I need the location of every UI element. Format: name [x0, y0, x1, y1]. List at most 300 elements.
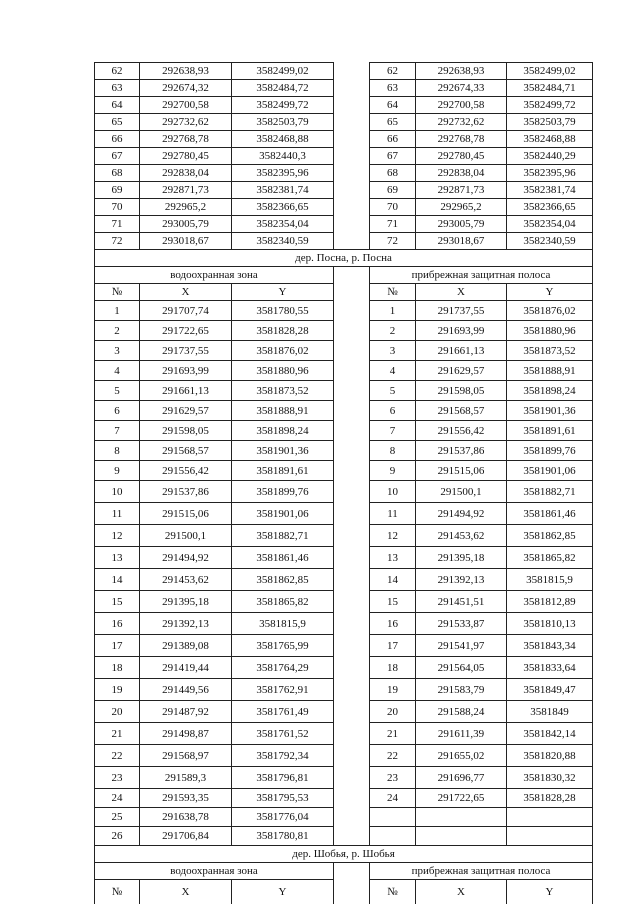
left-coord-x: 291515,06	[140, 503, 232, 525]
right-coord-y: 3581842,14	[507, 723, 593, 745]
right-coord-x: 292768,78	[416, 131, 507, 148]
left-coord-x: 291706,84	[140, 827, 232, 846]
right-coord-y: 3581830,32	[507, 767, 593, 789]
right-coord-x: 291722,65	[416, 789, 507, 808]
right-point-number: 66	[370, 131, 416, 148]
left-point-number: 64	[95, 97, 140, 114]
table-row	[95, 591, 593, 613]
right-point-number: 4	[370, 361, 416, 381]
right-coord-y	[507, 827, 593, 846]
right-coord-y	[507, 808, 593, 827]
right-coord-x: 291661,13	[416, 341, 507, 361]
right-coord-y: 3581862,85	[507, 525, 593, 547]
table-row	[95, 114, 593, 131]
right-coord-y: 3582366,65	[507, 199, 593, 216]
left-coord-y: 3581888,91	[232, 401, 334, 421]
column-header-y: Y	[232, 880, 334, 905]
right-coord-y: 3582340,59	[507, 233, 593, 250]
column-gap	[334, 182, 370, 199]
right-coord-x: 291537,86	[416, 441, 507, 461]
left-coord-x: 292700,58	[140, 97, 232, 114]
table-row	[95, 635, 593, 657]
left-coord-y: 3581899,76	[232, 481, 334, 503]
section-posna	[95, 250, 593, 301]
right-point-number: 72	[370, 233, 416, 250]
left-coord-x: 291498,87	[140, 723, 232, 745]
table-row	[95, 547, 593, 569]
right-point-number: 69	[370, 182, 416, 199]
left-point-number: 65	[95, 114, 140, 131]
table-row	[95, 657, 593, 679]
right-coord-y: 3581873,52	[507, 341, 593, 361]
table-row	[95, 381, 593, 401]
right-subtitle: прибрежная защитная полоса	[370, 863, 593, 880]
left-point-number: 23	[95, 767, 140, 789]
right-coord-x	[416, 827, 507, 846]
left-coord-x: 291638,78	[140, 808, 232, 827]
left-point-number: 72	[95, 233, 140, 250]
right-coord-y: 3581901,36	[507, 401, 593, 421]
table-row	[95, 723, 593, 745]
right-point-number: 71	[370, 216, 416, 233]
column-header-number: №	[370, 880, 416, 905]
left-coord-y: 3582503,79	[232, 114, 334, 131]
right-subtitle: прибрежная защитная полоса	[370, 267, 593, 284]
left-coord-x: 292674,32	[140, 80, 232, 97]
column-gap	[334, 131, 370, 148]
table-row	[95, 745, 593, 767]
right-coord-x: 292732,62	[416, 114, 507, 131]
column-gap	[334, 481, 370, 503]
left-point-number: 71	[95, 216, 140, 233]
right-point-number: 23	[370, 767, 416, 789]
column-header-y: Y	[232, 284, 334, 301]
right-point-number: 65	[370, 114, 416, 131]
right-coord-y: 3581815,9	[507, 569, 593, 591]
right-coord-y: 3582499,02	[507, 63, 593, 80]
right-coord-y: 3582354,04	[507, 216, 593, 233]
table-row	[95, 441, 593, 461]
left-point-number: 69	[95, 182, 140, 199]
right-coord-y: 3582468,88	[507, 131, 593, 148]
left-coord-x: 291629,57	[140, 401, 232, 421]
left-point-number: 11	[95, 503, 140, 525]
table-row	[95, 361, 593, 381]
left-point-number: 6	[95, 401, 140, 421]
right-coord-y: 3581899,76	[507, 441, 593, 461]
table-row	[95, 233, 593, 250]
left-coord-y: 3581796,81	[232, 767, 334, 789]
right-coord-x: 291598,05	[416, 381, 507, 401]
column-header-number: №	[95, 284, 140, 301]
right-coord-x: 293005,79	[416, 216, 507, 233]
column-gap	[334, 525, 370, 547]
right-coord-x: 291556,42	[416, 421, 507, 441]
right-coord-y: 3581865,82	[507, 547, 593, 569]
left-coord-y: 3581764,29	[232, 657, 334, 679]
left-coord-x: 293018,67	[140, 233, 232, 250]
column-gap	[334, 745, 370, 767]
left-point-number: 22	[95, 745, 140, 767]
left-coord-y: 3582468,88	[232, 131, 334, 148]
left-point-number: 20	[95, 701, 140, 723]
right-coord-x: 291588,24	[416, 701, 507, 723]
column-gap	[334, 635, 370, 657]
right-point-number: 62	[370, 63, 416, 80]
left-coord-y: 3581761,52	[232, 723, 334, 745]
table-row	[95, 767, 593, 789]
left-coord-x: 292780,45	[140, 148, 232, 165]
left-coord-y: 3581780,81	[232, 827, 334, 846]
right-point-number: 11	[370, 503, 416, 525]
table-row	[95, 97, 593, 114]
right-coord-y: 3581843,34	[507, 635, 593, 657]
left-point-number: 70	[95, 199, 140, 216]
column-gap	[334, 321, 370, 341]
right-point-number: 5	[370, 381, 416, 401]
left-coord-x: 291707,74	[140, 301, 232, 321]
left-point-number: 9	[95, 461, 140, 481]
left-point-number: 19	[95, 679, 140, 701]
right-coord-x: 292674,33	[416, 80, 507, 97]
column-gap	[334, 401, 370, 421]
table-row	[95, 80, 593, 97]
left-coord-x: 291593,35	[140, 789, 232, 808]
column-gap	[334, 381, 370, 401]
right-coord-y: 3581820,88	[507, 745, 593, 767]
table-row	[95, 199, 593, 216]
right-coord-y: 3582484,71	[507, 80, 593, 97]
column-gap	[334, 569, 370, 591]
right-point-number: 67	[370, 148, 416, 165]
left-coord-x: 291395,18	[140, 591, 232, 613]
column-gap	[334, 216, 370, 233]
table-row	[95, 148, 593, 165]
column-gap	[334, 441, 370, 461]
right-point-number: 64	[370, 97, 416, 114]
left-point-number: 15	[95, 591, 140, 613]
left-point-number: 8	[95, 441, 140, 461]
left-coord-y: 3581765,99	[232, 635, 334, 657]
left-coord-x: 292871,73	[140, 182, 232, 199]
column-header-y: Y	[507, 284, 593, 301]
right-coord-y: 3581891,61	[507, 421, 593, 441]
table-row	[95, 131, 593, 148]
table-row	[95, 481, 593, 503]
left-point-number: 63	[95, 80, 140, 97]
right-coord-x: 293018,67	[416, 233, 507, 250]
left-coord-y: 3581901,06	[232, 503, 334, 525]
section-title: дер. Посна, р. Посна	[95, 250, 593, 267]
right-coord-x: 291696,77	[416, 767, 507, 789]
right-coord-x: 291494,92	[416, 503, 507, 525]
column-gap	[334, 461, 370, 481]
column-gap	[334, 421, 370, 441]
right-point-number: 2	[370, 321, 416, 341]
right-point-number: 19	[370, 679, 416, 701]
table-row	[95, 701, 593, 723]
column-gap	[334, 148, 370, 165]
column-gap	[334, 827, 370, 846]
column-gap	[334, 114, 370, 131]
column-gap	[334, 503, 370, 525]
column-gap	[334, 657, 370, 679]
left-coord-y: 3582440,3	[232, 148, 334, 165]
left-coord-y: 3581762,91	[232, 679, 334, 701]
right-point-number: 22	[370, 745, 416, 767]
right-coord-x: 291533,87	[416, 613, 507, 635]
right-point-number: 63	[370, 80, 416, 97]
left-coord-y: 3581876,02	[232, 341, 334, 361]
left-point-number: 66	[95, 131, 140, 148]
right-coord-y: 3582381,74	[507, 182, 593, 199]
left-point-number: 68	[95, 165, 140, 182]
right-point-number: 68	[370, 165, 416, 182]
left-coord-x: 291598,05	[140, 421, 232, 441]
table-row	[95, 789, 593, 808]
right-point-number	[370, 827, 416, 846]
left-coord-x: 291737,55	[140, 341, 232, 361]
right-coord-x: 291541,97	[416, 635, 507, 657]
left-coord-y: 3581861,46	[232, 547, 334, 569]
section-shobya	[95, 846, 593, 905]
column-gap	[334, 789, 370, 808]
table-row	[95, 808, 593, 827]
right-coord-y: 3581828,28	[507, 789, 593, 808]
table-row	[95, 216, 593, 233]
right-coord-y: 3581898,24	[507, 381, 593, 401]
table-row	[95, 421, 593, 441]
column-gap	[334, 341, 370, 361]
right-coord-y: 3581861,46	[507, 503, 593, 525]
right-point-number: 24	[370, 789, 416, 808]
table-row	[95, 613, 593, 635]
right-point-number: 8	[370, 441, 416, 461]
right-coord-x: 291737,55	[416, 301, 507, 321]
right-coord-x: 291392,13	[416, 569, 507, 591]
column-gap	[334, 233, 370, 250]
right-point-number: 16	[370, 613, 416, 635]
right-point-number: 17	[370, 635, 416, 657]
table-row	[95, 679, 593, 701]
right-coord-x: 291629,57	[416, 361, 507, 381]
coordinates-document	[94, 62, 592, 904]
table-row	[95, 301, 593, 321]
right-coord-x: 291395,18	[416, 547, 507, 569]
left-point-number: 13	[95, 547, 140, 569]
right-coord-y: 3581849	[507, 701, 593, 723]
left-coord-x: 291537,86	[140, 481, 232, 503]
right-coord-x: 291515,06	[416, 461, 507, 481]
column-gap	[334, 808, 370, 827]
left-coord-x: 291500,1	[140, 525, 232, 547]
column-gap	[334, 80, 370, 97]
column-gap	[334, 301, 370, 321]
table-row	[95, 165, 593, 182]
right-coord-y: 3582440,29	[507, 148, 593, 165]
left-coord-y: 3581862,85	[232, 569, 334, 591]
left-coord-x: 291722,65	[140, 321, 232, 341]
left-point-number: 67	[95, 148, 140, 165]
table-row	[95, 461, 593, 481]
left-point-number: 2	[95, 321, 140, 341]
right-coord-x: 291611,39	[416, 723, 507, 745]
left-coord-y: 3582381,74	[232, 182, 334, 199]
left-point-number: 7	[95, 421, 140, 441]
column-header-y: Y	[507, 880, 593, 905]
left-point-number: 12	[95, 525, 140, 547]
left-coord-x: 291568,57	[140, 441, 232, 461]
right-point-number	[370, 808, 416, 827]
left-coord-x: 293005,79	[140, 216, 232, 233]
left-coord-x: 292965,2	[140, 199, 232, 216]
right-point-number: 14	[370, 569, 416, 591]
column-gap	[334, 97, 370, 114]
right-coord-x: 292965,2	[416, 199, 507, 216]
column-gap	[334, 591, 370, 613]
left-coord-y: 3581792,34	[232, 745, 334, 767]
left-coord-x: 291389,08	[140, 635, 232, 657]
right-coord-y: 3582503,79	[507, 114, 593, 131]
right-point-number: 6	[370, 401, 416, 421]
left-coord-x: 292768,78	[140, 131, 232, 148]
left-subtitle: водоохранная зона	[95, 863, 334, 880]
left-coord-y: 3581873,52	[232, 381, 334, 401]
column-gap	[334, 701, 370, 723]
left-coord-y: 3581882,71	[232, 525, 334, 547]
left-point-number: 62	[95, 63, 140, 80]
table-row	[95, 321, 593, 341]
right-coord-y: 3581888,91	[507, 361, 593, 381]
left-point-number: 10	[95, 481, 140, 503]
column-header-x: X	[140, 284, 232, 301]
left-point-number: 3	[95, 341, 140, 361]
left-coord-y: 3582395,96	[232, 165, 334, 182]
right-point-number: 20	[370, 701, 416, 723]
top-rows	[95, 63, 593, 250]
left-point-number: 16	[95, 613, 140, 635]
left-point-number: 4	[95, 361, 140, 381]
left-coord-y: 3582354,04	[232, 216, 334, 233]
left-coord-x: 291419,44	[140, 657, 232, 679]
left-point-number: 17	[95, 635, 140, 657]
table-row	[95, 341, 593, 361]
right-point-number: 18	[370, 657, 416, 679]
table-row	[95, 569, 593, 591]
table-row	[95, 525, 593, 547]
right-coord-y: 3581812,89	[507, 591, 593, 613]
column-gap	[334, 723, 370, 745]
left-coord-y: 3581891,61	[232, 461, 334, 481]
right-coord-x: 291500,1	[416, 481, 507, 503]
table-row	[95, 182, 593, 199]
table-row	[95, 827, 593, 846]
column-gap	[334, 63, 370, 80]
column-gap	[334, 880, 370, 905]
right-point-number: 3	[370, 341, 416, 361]
column-gap	[334, 547, 370, 569]
left-coord-x: 291453,62	[140, 569, 232, 591]
right-point-number: 10	[370, 481, 416, 503]
left-subtitle: водоохранная зона	[95, 267, 334, 284]
table-row	[95, 503, 593, 525]
right-coord-y: 3581882,71	[507, 481, 593, 503]
column-header-x: X	[416, 284, 507, 301]
left-coord-y: 3582484,72	[232, 80, 334, 97]
column-header-x: X	[140, 880, 232, 905]
right-coord-x: 292871,73	[416, 182, 507, 199]
right-coord-x: 292780,45	[416, 148, 507, 165]
coordinates-table	[94, 62, 593, 904]
column-gap	[334, 767, 370, 789]
right-coord-y: 3582395,96	[507, 165, 593, 182]
left-coord-x: 291392,13	[140, 613, 232, 635]
right-point-number: 12	[370, 525, 416, 547]
column-gap	[334, 613, 370, 635]
left-coord-x: 292838,04	[140, 165, 232, 182]
left-point-number: 25	[95, 808, 140, 827]
left-point-number: 5	[95, 381, 140, 401]
left-coord-y: 3581828,28	[232, 321, 334, 341]
right-coord-y: 3582499,72	[507, 97, 593, 114]
right-coord-x: 291583,79	[416, 679, 507, 701]
left-point-number: 21	[95, 723, 140, 745]
left-coord-y: 3582499,72	[232, 97, 334, 114]
left-point-number: 1	[95, 301, 140, 321]
right-coord-y: 3581833,64	[507, 657, 593, 679]
left-coord-x: 291693,99	[140, 361, 232, 381]
column-gap	[334, 267, 370, 284]
left-coord-y: 3581761,49	[232, 701, 334, 723]
left-coord-x: 291494,92	[140, 547, 232, 569]
left-coord-y: 3582499,02	[232, 63, 334, 80]
column-gap	[334, 863, 370, 880]
table-row	[95, 401, 593, 421]
right-coord-y: 3581810,13	[507, 613, 593, 635]
left-coord-x: 291487,92	[140, 701, 232, 723]
right-coord-x: 292638,93	[416, 63, 507, 80]
right-coord-x: 291655,02	[416, 745, 507, 767]
right-coord-x: 291693,99	[416, 321, 507, 341]
right-point-number: 70	[370, 199, 416, 216]
right-coord-x: 291564,05	[416, 657, 507, 679]
right-coord-y: 3581901,06	[507, 461, 593, 481]
left-point-number: 26	[95, 827, 140, 846]
column-gap	[334, 199, 370, 216]
left-coord-x: 292638,93	[140, 63, 232, 80]
right-coord-y: 3581880,96	[507, 321, 593, 341]
right-point-number: 15	[370, 591, 416, 613]
left-coord-y: 3581898,24	[232, 421, 334, 441]
right-coord-x	[416, 808, 507, 827]
column-header-number: №	[95, 880, 140, 905]
left-coord-x: 291556,42	[140, 461, 232, 481]
column-gap	[334, 679, 370, 701]
column-gap	[334, 284, 370, 301]
section-title: дер. Шобья, р. Шобья	[95, 846, 593, 863]
left-point-number: 18	[95, 657, 140, 679]
section-posna-rows	[95, 301, 593, 846]
column-header-number: №	[370, 284, 416, 301]
right-coord-x: 292700,58	[416, 97, 507, 114]
left-coord-x: 292732,62	[140, 114, 232, 131]
left-coord-y: 3581776,04	[232, 808, 334, 827]
right-coord-x: 292838,04	[416, 165, 507, 182]
left-coord-y: 3581901,36	[232, 441, 334, 461]
right-point-number: 1	[370, 301, 416, 321]
left-coord-y: 3581880,96	[232, 361, 334, 381]
left-coord-x: 291568,97	[140, 745, 232, 767]
